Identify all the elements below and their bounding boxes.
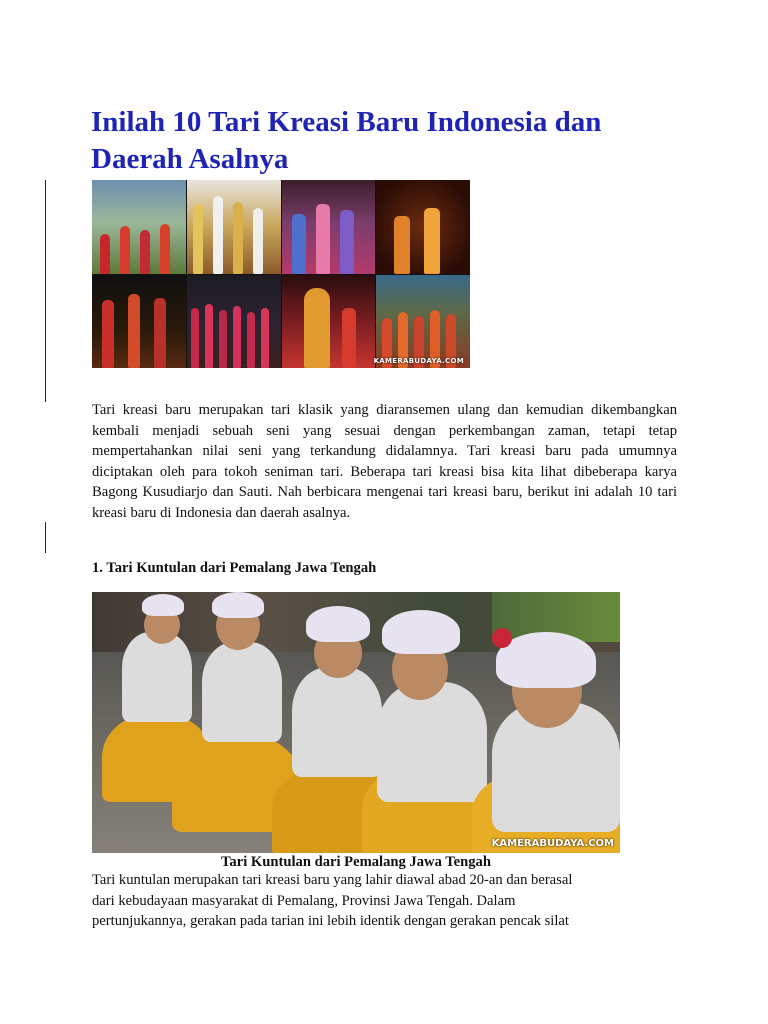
flower-ornament [492,628,512,648]
photo-caption: Tari Kuntulan dari Pemalang Jawa Tengah [221,854,491,870]
dance-collage-image [92,180,470,368]
section-paragraph-line: dari kebudayaan masyarakat di Pemalang, Provinsi Jawa Tengah. Dalam [92,892,516,909]
collage-watermark: KAMERABUDAYA.COM [373,357,464,365]
collage-tile [373,275,470,369]
photo-watermark: KAMERABUDAYA.COM [491,838,614,849]
collage-tile [376,180,470,274]
collage-tile [187,180,281,274]
collage-tile [282,275,376,369]
kuntulan-dance-photo [92,592,620,853]
margin-bar-top [45,180,46,402]
collage-tile [92,180,186,274]
margin-bar-bottom [45,522,46,553]
collage-tile [92,275,186,369]
section-paragraph-line: pertunjukannya, gerakan pada tarian ini lebih identik dengan gerakan pencak silat [92,913,569,930]
page-title: Inilah 10 Tari Kreasi Baru Indonesia dan Daerah Asalnya [91,106,602,175]
section-paragraph [92,870,682,932]
intro-paragraph: Tari kreasi baru merupakan tari klasik yang diaransemen ulang dan kemudian dikembangkan kembali menjadi sebuah seni yang sesuai dengan perkembangan zaman, tetapi tetap mempertahankan nilai seni yang terkandung didalamnya. Tari kreasi baru pada umumnya diciptakan oleh para tokoh seniman tari. Beberapa tari kreasi bisa kita lihat dibeberapa karya Bagong Kusudiarjo dan Sauti. Nah berbicara mengenai tari kreasi baru, berikut ini adalah 10 tari kreasi baru di Indonesia dan daerah asalnya. [92,402,677,521]
collage-tile [282,180,376,274]
section-heading: 1. Tari Kuntulan dari Pemalang Jawa Tengah [92,560,377,576]
collage-tile [187,275,281,369]
section-paragraph-line: Tari kuntulan merupakan tari kreasi baru yang lahir diawal abad 20-an dan berasal [92,872,573,888]
